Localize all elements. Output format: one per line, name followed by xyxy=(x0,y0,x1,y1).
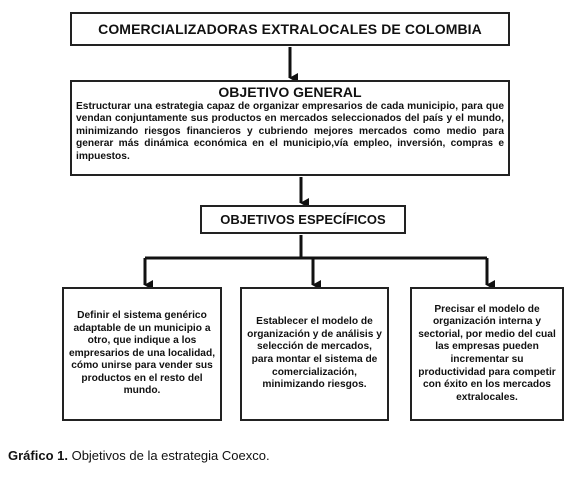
specific-objective-2-text: Establecer el modelo de organización y de análisis y selección de mercados, para montar el sistema de comercialización, minimizando riesgos. xyxy=(247,316,382,391)
specific-objective-2-box xyxy=(240,287,389,421)
specific-objective-3-text: Precisar el modelo de organización interna y sectorial, por medio del cual las empresas pueden incrementar su productividad para competir con éxito en los mercados extralocales. xyxy=(418,303,556,403)
specific-objective-1-text: Definir el sistema genérico adaptable de un municipio a otro, que indique a los empresarios de una localidad, cómo unirse para vender sus productos en el resto del mundo. xyxy=(68,309,216,397)
general-objective-text: Estructurar una estrategia capaz de organizar empresarios de cada municipio, para que vendan conjuntamente sus productos en mercados seleccionados del país y el mundo, minimizando riesgos financieros y cubriendo mejores mercados como medio para generar más dinámica económica en el municipio,vía empleo, inversión, compras e impuestos. xyxy=(76,101,504,162)
diagram-title: COMERCIALIZADORAS EXTRALOCALES DE COLOMBIA xyxy=(98,21,482,37)
specific-objectives-heading: OBJETIVOS ESPECÍFICOS xyxy=(220,212,386,227)
caption-label: Gráfico 1. xyxy=(8,448,68,463)
specific-objective-3-box xyxy=(410,287,564,421)
specific-objectives-box xyxy=(200,205,406,234)
general-objective-box xyxy=(70,80,510,176)
figure-caption xyxy=(8,448,270,463)
title-box xyxy=(70,12,510,46)
caption-text: Objetivos de la estrategia Coexco. xyxy=(67,448,270,463)
general-objective-heading: OBJETIVO GENERAL xyxy=(218,84,362,100)
specific-objective-1-box xyxy=(62,287,222,421)
